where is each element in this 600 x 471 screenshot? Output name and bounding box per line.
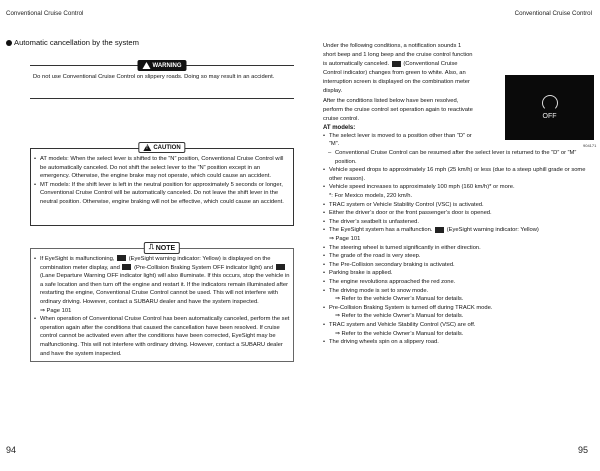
section-title-text: Automatic cancellation by the system xyxy=(14,38,139,47)
caution-box xyxy=(30,144,294,226)
condition-item: • Vehicle speed drops to approximately 16 mph (25 km/h) or less (due to a steep uphill grade or some other reason). xyxy=(323,166,598,183)
section-title xyxy=(6,38,139,47)
eyesight-warning-icon xyxy=(435,227,444,233)
caution-item: • AT models: When the select lever is shifted to the “N” position, Conventional Cruise Control will be automatically canceled. Do not shift the select lever to the “N” position except in an emergency. Otherwise, the engine brake may not operate, which could cause an accident. xyxy=(34,155,290,181)
note-bracket-icon: ⎍ xyxy=(148,244,154,251)
note-page-ref[interactable]: ⇒ Page 101 xyxy=(40,307,72,314)
note-item1-part: If EyeSight is malfunctioning, xyxy=(40,256,115,262)
condition-item: • Parking brake is applied. xyxy=(323,269,598,278)
page-number-right: 95 xyxy=(577,445,588,455)
note-label: NOTE xyxy=(155,244,176,252)
note-badge xyxy=(144,242,180,254)
caution-triangle-icon xyxy=(143,144,151,151)
warning-box xyxy=(30,62,294,99)
intro-part: Under the following conditions, a notification sounds 1 short beep and 1 long beep and the cruise control function is automatically canceled. xyxy=(323,43,473,68)
warning-text: Do not use Conventional Cruise Control on slippery roads. Doing so may result in an accident. xyxy=(33,74,275,80)
condition-item: • The driving mode is set to snow mode. xyxy=(323,287,598,296)
right-column xyxy=(323,42,598,347)
section-bullet-icon xyxy=(6,40,12,46)
warning-badge xyxy=(138,60,187,71)
manual-ref[interactable]: ⇒ Refer to the vehicle Owner’s Manual for details. xyxy=(335,296,464,303)
manual-ref[interactable]: ⇒ Refer to the vehicle Owner’s Manual for details. xyxy=(335,313,464,320)
mexico-footnote: *: For Mexico models, 220 km/h. xyxy=(329,193,413,199)
condition-item: • The Pre-Collision secondary braking is activated. xyxy=(323,261,598,270)
display-off-text: OFF xyxy=(542,113,557,120)
caution-badge xyxy=(138,142,185,153)
condition-item: • The engine revolutions approached the red zone. xyxy=(323,278,598,287)
figure-code: 904171 xyxy=(583,143,597,148)
intro-paragraph-2: After the conditions listed below have been resolved, perform the cruise control set operation again to reactivate cruise control. xyxy=(323,97,473,122)
condition-subitem: – Conventional Cruise Control can be resumed after the select lever is returned to the “D” or “M” position. xyxy=(323,149,598,166)
condition-item: • Pre-Collision Braking System is turned off during TRACK mode. xyxy=(323,304,598,313)
warning-triangle-icon xyxy=(143,62,151,69)
condition-item: • The driving wheels spin on a slippery road. xyxy=(323,338,598,347)
page-number-left: 94 xyxy=(6,445,17,455)
note-item1-part: (EyeSight warning indicator: Yellow) is displayed on the combination meter display, and xyxy=(40,256,271,271)
note-item: • When operation of Conventional Cruise Control has been automatically canceled, perform the set operation again after the conditions that caused the cancellation have been resolved. If cruise control cannot be activated even after the conditions have been corrected, EyeSight may be malfunctioning. This will not interfere with ordinary driving. However, contact a SUBARU dealer and have the system inspected. xyxy=(34,315,290,358)
manual-ref[interactable]: ⇒ Refer to the vehicle Owner’s Manual for details. xyxy=(335,330,464,337)
eyesight-warning-icon xyxy=(117,255,126,261)
condition-item: • The steering wheel is turned significantly in either direction. xyxy=(323,244,598,253)
note-item1-part: (Lane Departure Warning OFF indicator light) will also illuminate. If this occurs, stop the vehicle in a safe location and then turn off the engine and restart it. If the indicators remain illuminated after restarting the engine, Conventional Cruise Control cannot be used. This will not interfere with ordinary driving. However, contact a SUBARU dealer and have the system inspected. xyxy=(40,273,290,305)
running-header-right: Conventional Cruise Control xyxy=(514,10,592,17)
caution-label: CAUTION xyxy=(153,144,181,151)
page-ref[interactable]: ⇒ Page 101 xyxy=(329,235,361,242)
note-box xyxy=(30,244,294,362)
intro-paragraph xyxy=(323,42,473,97)
condition-item: • Either the driver’s door or the front passenger’s door is opened. xyxy=(323,209,598,218)
condition-item: • The select lever is moved to a position other than “D” or “M”. xyxy=(323,132,479,149)
running-header-left: Conventional Cruise Control xyxy=(6,10,84,17)
intro-part: (Conventional Cruise Control indicator) changes from green to white. Also, an interruption screen is displayed on the combination meter display. xyxy=(323,61,470,95)
condition-item xyxy=(323,226,598,235)
condition-item: • The grade of the road is very steep. xyxy=(323,252,598,261)
condition-item: • TRAC system and Vehicle Stability Control (VSC) are off. xyxy=(323,321,598,330)
condition-item: • The driver’s seatbelt is unfastened. xyxy=(323,218,598,227)
warning-label: WARNING xyxy=(152,62,182,69)
lane-departure-off-icon xyxy=(276,264,285,270)
right-page xyxy=(300,0,600,471)
caution-item: • MT models: If the shift lever is left in the neutral position for approximately 5 seconds or longer, Conventional Cruise Control will be automatically canceled. Do not leave the shift lever in the neutral position. Otherwise, engine braking will not be effective, which could cause an accident. xyxy=(34,181,290,207)
note-item xyxy=(34,255,290,315)
pre-collision-off-icon xyxy=(122,264,131,270)
at-heading: AT models: xyxy=(323,124,356,131)
condition-item: • Vehicle speed increases to approximately 100 mph (160 km/h)* or more. xyxy=(323,183,598,192)
cruise-indicator-icon xyxy=(392,61,401,67)
note-item1-part: (Pre-Collision Braking System OFF indicator light) and xyxy=(134,264,274,271)
condition-item: • TRAC system or Vehicle Stability Control (VSC) is activated. xyxy=(323,201,598,210)
eyesight-part: The EyeSight system has a malfunction. xyxy=(329,227,433,234)
eyesight-part: (EyeSight warning indicator: Yellow) xyxy=(446,227,539,234)
